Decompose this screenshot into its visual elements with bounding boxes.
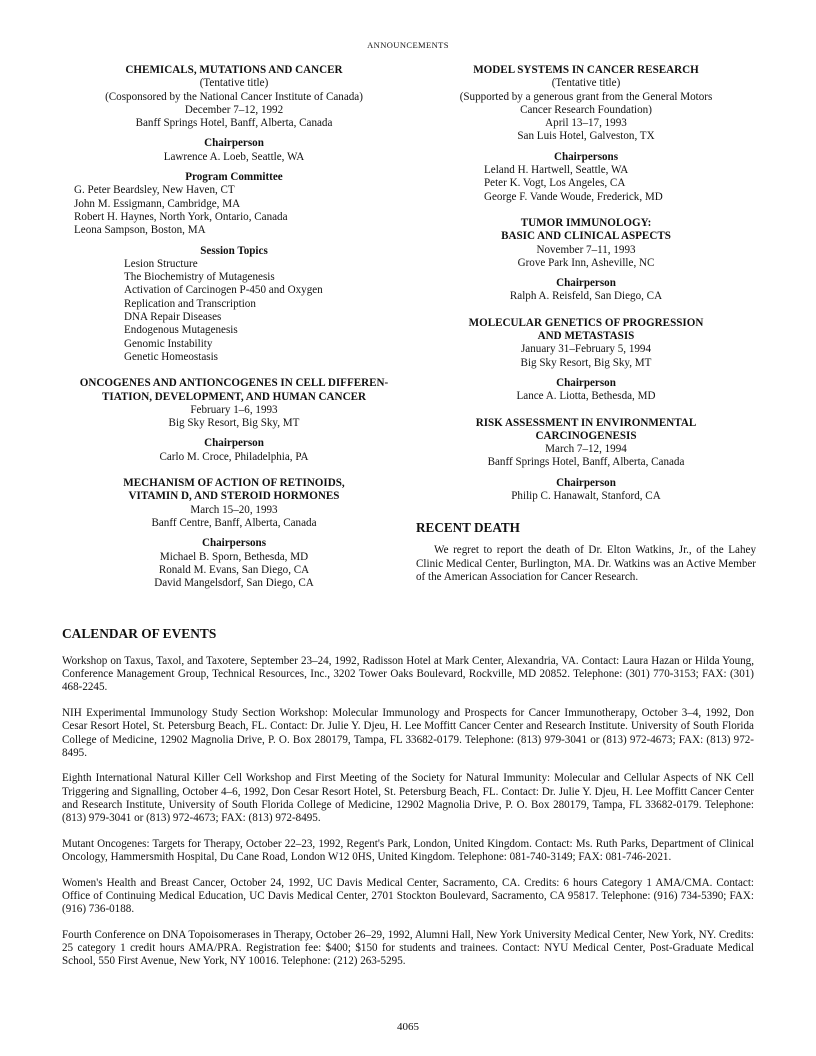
chair-label: Chairperson [204,437,264,450]
conference-oncogenes [62,377,406,464]
conference-tumor-immunology [416,217,756,304]
topic-item: DNA Repair Diseases [124,311,222,324]
conference-title: MECHANISM OF ACTION OF RETINOIDS, [123,477,345,490]
calendar-title: CALENDAR OF EVENTS [62,626,217,641]
chair-name: Michael B. Sporn, Bethesda, MD [159,550,309,563]
conference-subtitle: (Tentative title) [199,77,269,90]
conference-venue: Banff Centre, Banff, Alberta, Canada [151,516,317,529]
conference-date: November 7–11, 1993 [536,243,636,256]
conference-venue: Banff Springs Hotel, Banff, Alberta, Canada [135,117,333,130]
conference-title-cont: CARCINOGENESIS [535,429,637,442]
calendar-event: Workshop on Taxus, Taxol, and Taxotere, September 23–24, 1992, Radisson Hotel at Mark Center, Alexandria, VA. Contact: Laura Hazan or Hilda Young, Conference Management Group, Technical Resources, Inc., 3202 Tower Oaks Boulevard, Rockville, MD 20852. Telephone: (301) 770-3153; FAX: (301) 468-2245. [62,655,754,694]
calendar-events [62,655,754,981]
conference-venue: Grove Park Inn, Asheville, NC [517,256,655,269]
conference-support: (Supported by a generous grant from the General Motors [459,90,713,103]
chair-name: Carlo M. Croce, Philadelphia, PA [159,450,309,463]
chair-name: David Mangelsdorf, San Diego, CA [154,577,314,590]
chair-list [416,164,756,204]
chair-name: Ronald M. Evans, San Diego, CA [158,563,310,576]
calendar-event: Women's Health and Breast Cancer, October 24, 1992, UC Davis Medical Center, Sacramento, CA. Credits: 6 hours Category 1 AMA/CMA. Contact: Office of Continuing Medical Education, UC Davis Medical Center, 2701 Stockton Boulevard, Sacramento, CA 95817. Telephone: (916) 734-5390; FAX: (916) 736-0188. [62,876,754,916]
conference-date: December 7–12, 1992 [184,103,284,116]
topic-item: The Biochemistry of Mutagenesis [124,271,275,284]
committee-member: G. Peter Beardsley, New Haven, CT [74,184,235,197]
conference-risk-assessment [416,417,756,504]
conference-retinoids [62,477,406,590]
chair-name: Lance A. Liotta, Bethesda, MD [516,390,656,403]
committee-member: John M. Essigmann, Cambridge, MA [74,197,241,210]
conference-title: MODEL SYSTEMS IN CANCER RESEARCH [473,64,699,76]
committee-label: Program Committee [185,171,283,184]
conference-chemicals-mutations [62,64,406,364]
calendar-event: Eighth International Natural Killer Cell Workshop and First Meeting of the Society for Natural Immunity: Molecular and Cellular Aspects of NK Cell Triggering and Signalling, October 4–6, 1992, Don Cesar Resort Hotel, St. Petersburg Beach, FL. Contact: Dr. Julie Y. Djeu, H. Lee Moffitt Cancer Center and Research Institute, University of South Florida College of Medicine, 12902 Magnolia Drive, P. O. Box 280179, Tampa, FL 33682-0179. Telephone: (813) 979-3041 or (813) 972-4673; FAX: (813) 972-8495. [62,772,754,825]
conference-title: RISK ASSESSMENT IN ENVIRONMENTAL [475,416,697,429]
conference-date: March 7–12, 1994 [545,443,627,456]
committee-member: Robert H. Haynes, North York, Ontario, Canada [74,210,288,223]
conference-title: CHEMICALS, MUTATIONS AND CANCER [125,64,343,76]
calendar-event: Fourth Conference on DNA Topoisomerases in Therapy, October 26–29, 1992, Alumni Hall, New York University Medical Center, New York, NY. Credits: 25 category 1 credit hours AMA/PRA. Registration fee: $400; $150 for students and trainees. Contact: NYU Medical Center, Post-Graduate Medical School, 550 First Avenue, New York, NY 10016. Telephone: (212) 263-5295. [62,928,754,968]
conference-date: February 1–6, 1993 [190,403,278,416]
right-column [416,64,756,584]
chair-label: Chairperson [556,476,616,489]
conference-date: April 13–17, 1993 [545,117,627,130]
left-column [62,64,406,590]
chair-label: Chairperson [556,376,616,389]
chair-label: Chairperson [556,277,616,290]
conference-date: January 31–February 5, 1994 [520,343,652,356]
topic-item: Endogenous Mutagenesis [124,324,238,337]
committee-member: Leona Sampson, Boston, MA [74,224,206,237]
conference-subtitle: (Tentative title) [551,77,621,90]
conference-title: MOLECULAR GENETICS OF PROGRESSION [468,316,704,329]
conference-title: ONCOGENES AND ANTIONCOGENES IN CELL DIFFEREN- [79,377,389,390]
conference-title: TUMOR IMMUNOLOGY: [520,216,652,229]
topic-item: Replication and Transcription [124,297,256,310]
topics-label: Session Topics [200,244,268,257]
chair-name: George F. Vande Woude, Frederick, MD [484,190,663,203]
conference-title-cont: VITAMIN D, AND STEROID HORMONES [128,490,340,503]
chair-name: Peter K. Vogt, Los Angeles, CA [484,177,626,190]
recent-death-title: RECENT DEATH [416,520,520,536]
chair-name: Philip C. Hanawalt, Stanford, CA [511,490,661,503]
committee-list [62,184,406,237]
recent-death-text: We regret to report the death of Dr. Elton Watkins, Jr., of the Lahey Clinic Medical Center, Burlington, MA. Dr. Watkins was an Active Member of the American Association for Cancer Research. [416,544,756,583]
topic-item: Genomic Instability [124,337,213,350]
conference-venue: Big Sky Resort, Big Sky, MT [520,356,652,369]
calendar-event: Mutant Oncogenes: Targets for Therapy, October 22–23, 1992, Regent's Park, London, United Kingdom. Contact: Ms. Ruth Parks, Department of Clinical Oncology, Hammersmith Hospital, Du Cane Road, London W12 0HS, United Kingdom. Telephone: 081-740-3149; FAX: 081-746-2021. [62,837,754,863]
conference-cosponsor: (Cosponsored by the National Cancer Institute of Canada) [105,90,363,103]
conference-title-cont: TIATION, DEVELOPMENT, AND HUMAN CANCER [101,390,366,403]
chair-label: Chairperson [204,137,264,150]
chair-name: Leland H. Hartwell, Seattle, WA [484,164,629,177]
chair-label: Chairpersons [201,537,267,550]
topic-item: Activation of Carcinogen P-450 and Oxygen [124,284,323,297]
running-header: ANNOUNCEMENTS [367,40,449,50]
page-number: 4065 [397,1021,419,1033]
chair-name: Lawrence A. Loeb, Seattle, WA [163,150,305,163]
topic-item: Genetic Homeostasis [124,350,218,363]
conference-molecular-genetics [416,317,756,404]
recent-death-section [416,520,756,584]
chair-label: Chairpersons [553,150,619,163]
conference-model-systems [416,64,756,204]
topic-item: Lesion Structure [124,257,198,270]
calendar-event: NIH Experimental Immunology Study Section Workshop: Molecular Immunology and Prospects for Cancer Immunotherapy, October 3–4, 1992, Don Cesar Resort Hotel, St. Petersburg Beach, FL. Contact: Dr. Julie Y. Djeu, H. Lee Moffitt Cancer Center and Research Institute. University of South Florida College of Medicine, 12902 Magnolia Drive, P. O. Box 280179, Tampa, FL 33682-0179. Telephone: (813) 979-3041 or (813) 972-4673; FAX: (813) 972-8495. [62,707,754,759]
conference-venue: Banff Springs Hotel, Banff, Alberta, Canada [487,456,685,469]
conference-venue: Big Sky Resort, Big Sky, MT [168,417,300,430]
conference-support-cont: Cancer Research Foundation) [520,103,652,116]
chair-name: Ralph A. Reisfeld, San Diego, CA [509,290,663,303]
conference-title-cont: AND METASTASIS [537,330,635,343]
conference-title-cont: BASIC AND CLINICAL ASPECTS [501,230,671,243]
topics-list [62,258,406,364]
conference-venue: San Luis Hotel, Galveston, TX [517,130,655,143]
conference-date: March 15–20, 1993 [190,503,278,516]
